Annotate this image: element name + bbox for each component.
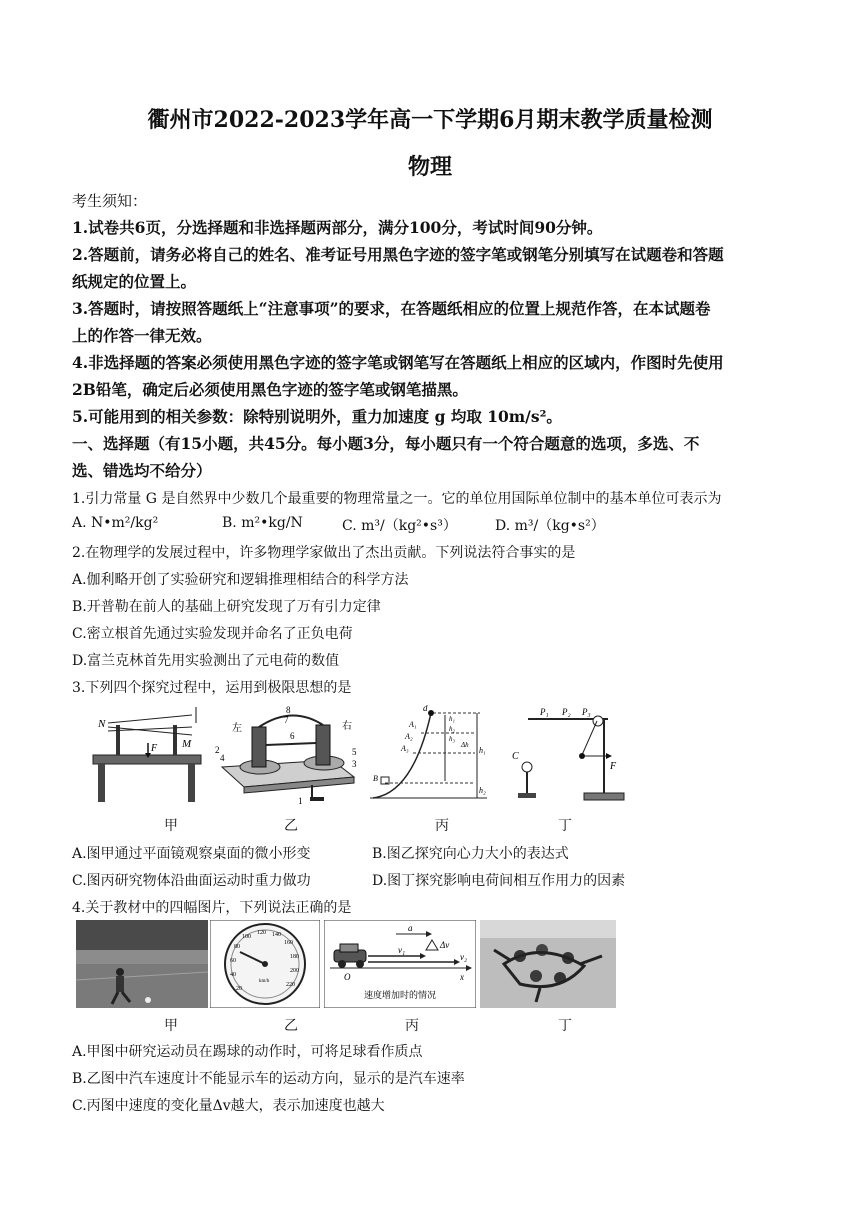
q4-option-c: C.丙图中速度的变化量Δv越大，表示加速度也越大 — [72, 1098, 385, 1114]
label: N — [98, 718, 106, 730]
label: h₁ — [479, 746, 486, 755]
label: 20 — [236, 986, 242, 992]
q4-caption-bing: 丙 — [405, 1018, 419, 1034]
notice-item: 1.试卷共6页，分选择题和非选择题两部分，满分100分，考试时间90分钟。 — [72, 218, 603, 237]
q3-figure-ding — [500, 705, 630, 805]
label: 220 — [286, 982, 295, 988]
label: 100 — [242, 934, 251, 940]
subject-title: 物理 — [407, 154, 452, 180]
section-heading: 一、选择题（有15小题，共45分。每小题3分，每小题只有一个符合题意的选项，多选、不 — [72, 434, 700, 453]
q1-option-b: B. m²•kg/N — [222, 515, 303, 531]
label: 8 — [286, 705, 291, 715]
label: h₁ — [449, 715, 455, 723]
label: B — [373, 774, 378, 783]
q3-caption-jia: 甲 — [164, 818, 178, 834]
label: h₂ — [479, 786, 486, 795]
label: P₁ — [540, 707, 549, 717]
q3-option-b: B.图乙探究向心力大小的表达式 — [372, 846, 569, 862]
label: 180 — [290, 954, 299, 960]
q1-option-a: A. N•m²/kg² — [72, 515, 159, 531]
label: 右 — [342, 721, 352, 732]
q3-figure-bing — [365, 705, 495, 805]
q2-stem: 2.在物理学的发展过程中，许多物理学家做出了杰出贡献。下列说法符合事实的是 — [72, 545, 576, 561]
notice-item: 纸规定的位置上。 — [72, 272, 197, 291]
q3-option-d: D.图丁探究影响电荷间相互作用力的因素 — [372, 873, 626, 889]
label: 120 — [257, 930, 266, 936]
label: F — [151, 743, 158, 754]
section-heading-cont: 选、错选均不给分） — [72, 461, 212, 480]
notice-item: 5.可能用到的相关参数：除特别说明外，重力加速度 g 均取 10m/s²。 — [72, 407, 562, 426]
q4-stem: 4.关于教材中的四幅图片，下列说法正确的是 — [72, 900, 352, 916]
label: km/h — [259, 979, 270, 984]
q2-option-c: C.密立根首先通过实验发现并命名了正负电荷 — [72, 626, 353, 642]
label: Δv — [440, 940, 450, 950]
exam-title: 衢州市2022-2023学年高一下学期6月期末教学质量检测 — [147, 107, 713, 133]
label: 40 — [230, 972, 236, 978]
label: M — [182, 738, 192, 750]
notice-item: 3.答题时，请按照答题纸上“注意事项”的要求，在答题纸相应的位置上规范作答，在本试题卷 — [72, 299, 711, 318]
q4-figure-jia-photo — [76, 920, 208, 1008]
q4-figure-bing — [324, 920, 476, 1008]
label: 7 — [284, 715, 289, 725]
q3-caption-bing: 丙 — [435, 818, 449, 834]
notice-heading: 考生须知： — [72, 192, 148, 210]
q4-figure-yi-speedometer — [210, 920, 320, 1008]
label: 2 — [215, 745, 220, 755]
label: 左 — [232, 723, 242, 734]
q1-option-c: C. m³/（kg²•s³） — [342, 518, 457, 534]
q4-caption-jia: 甲 — [164, 1018, 178, 1034]
label: O — [344, 972, 351, 982]
q2-option-a: A.伽利略开创了实验研究和逻辑推理相结合的科学方法 — [72, 572, 409, 588]
label: 60 — [230, 958, 236, 964]
label: F — [610, 761, 617, 772]
label: 1 — [298, 796, 303, 805]
label: 80 — [234, 944, 240, 950]
q1-stem: 1.引力常量 G 是自然界中少数几个最重要的物理常量之一。它的单位用国际单位制中的基本单位可表示为 — [72, 491, 722, 507]
q3-figure-jia — [88, 705, 208, 805]
label: 速度增加时的情况 — [364, 990, 437, 1000]
q4-figure-ding-photo — [480, 920, 616, 1008]
q1-option-d: D. m³/（kg•s²） — [495, 518, 605, 534]
label: d — [423, 705, 428, 713]
q2-option-b: B.开普勒在前人的基础上研究发现了万有引力定律 — [72, 599, 381, 615]
label: P₂ — [562, 707, 571, 717]
label: P₃ — [582, 707, 591, 717]
q4-caption-yi: 乙 — [284, 1018, 298, 1034]
q3-caption-yi: 乙 — [284, 818, 298, 834]
q4-option-b: B.乙图中汽车速度计不能显示车的运动方向，显示的是汽车速率 — [72, 1071, 465, 1087]
label: A₂ — [405, 732, 413, 741]
label: 3 — [352, 759, 357, 769]
label: 200 — [290, 968, 299, 974]
label: x — [460, 972, 464, 982]
label: 6 — [290, 731, 295, 741]
q4-option-a: A.甲图中研究运动员在踢球的动作时，可将足球看作质点 — [72, 1044, 423, 1060]
q3-caption-ding: 丁 — [558, 818, 572, 834]
label: 160 — [284, 940, 293, 946]
q2-option-d: D.富兰克林首先用实验测出了元电荷的数值 — [72, 653, 340, 669]
label: 140 — [272, 932, 281, 938]
notice-item: 4.非选择题的答案必须使用黑色字迹的签字笔或钢笔写在答题纸上相应的区域内，作图时先使用 — [72, 353, 724, 372]
label: A₁ — [409, 720, 417, 729]
label: A₃ — [401, 744, 409, 753]
label: v₂ — [460, 952, 468, 962]
label: 4 — [220, 753, 225, 763]
label: a — [408, 923, 413, 933]
label: v₁ — [398, 945, 406, 955]
q3-figure-yi — [212, 705, 362, 805]
label: h₂ — [449, 725, 455, 733]
q3-stem: 3.下列四个探究过程中，运用到极限思想的是 — [72, 680, 352, 696]
notice-item: 上的作答一律无效。 — [72, 326, 212, 345]
label: Δh — [461, 741, 469, 749]
label: C — [512, 751, 519, 762]
notice-item: 2.答题前，请务必将自己的姓名、准考证号用黑色字迹的签字笔或钢笔分别填写在试题卷和答题 — [72, 245, 724, 264]
q3-option-c: C.图丙研究物体沿曲面运动时重力做功 — [72, 873, 311, 889]
q3-option-a: A.图甲通过平面镜观察桌面的微小形变 — [72, 846, 311, 862]
label: h₃ — [449, 735, 455, 743]
label: 5 — [352, 747, 357, 757]
q4-caption-ding: 丁 — [558, 1018, 572, 1034]
notice-item: 2B铅笔，确定后必须使用黑色字迹的签字笔或钢笔描黑。 — [72, 380, 468, 399]
